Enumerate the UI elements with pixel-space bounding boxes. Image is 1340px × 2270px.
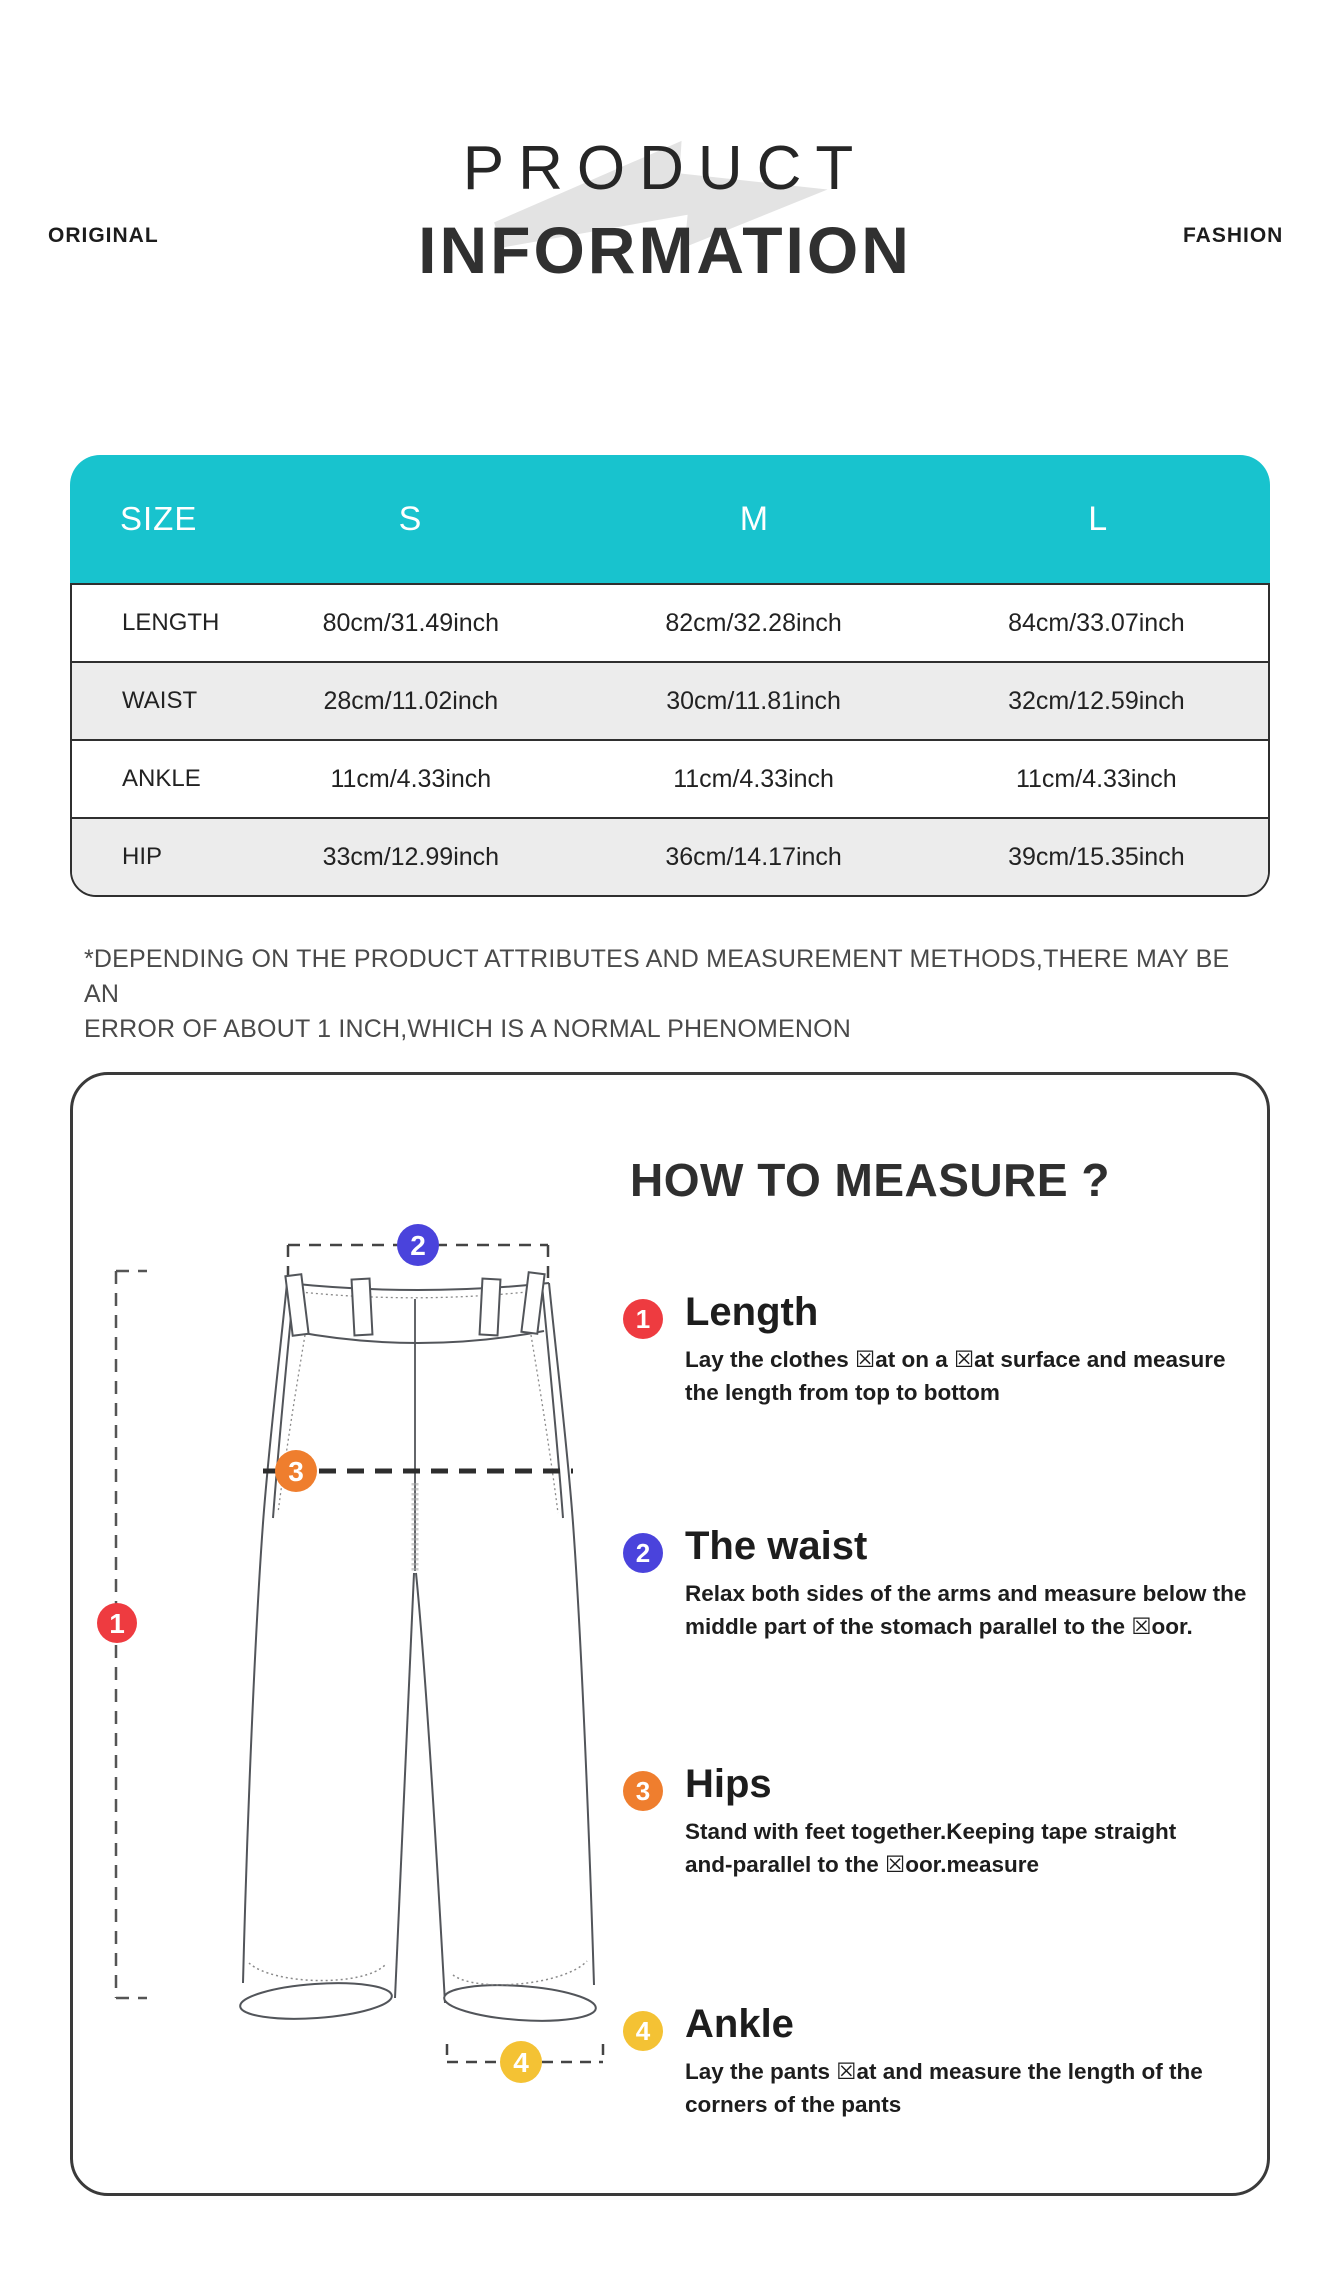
cell-value: 33cm/12.99inch: [322, 842, 500, 871]
diagram-badge-4-number: 4: [513, 2047, 529, 2078]
measure-item-body: [685, 1343, 1226, 1409]
diagram-badge-2-number: 2: [410, 1230, 426, 1261]
waistband-stitch: [291, 1290, 545, 1298]
row-label: LENGTH: [122, 609, 220, 636]
left-hem-stitch: [249, 1963, 385, 1981]
body-line-1: Lay the pants ☒at and measure the length of the: [685, 2059, 1203, 2084]
cell-value: 82cm/32.28inch: [665, 608, 842, 637]
row-label: HIP: [122, 843, 163, 870]
body-line-2: corners of the pants: [685, 2092, 902, 2117]
size-table-header-size: SIZE: [120, 500, 198, 537]
page-title-line2: INFORMATION: [418, 213, 912, 287]
badge-number: 3: [635, 1775, 651, 1806]
right-hem: [443, 1981, 597, 2026]
waistband-top: [287, 1283, 549, 1290]
size-table: [70, 455, 1270, 897]
left-hem: [239, 1979, 393, 2024]
right-pocket-stitch: [531, 1335, 558, 1513]
measure-item-waist: [623, 1523, 1246, 1643]
body-line-1: Relax both sides of the arms and measure below the: [685, 1581, 1247, 1606]
table-row-hip: [72, 817, 1268, 895]
measure-item-1-badge: [623, 1299, 663, 1339]
measure-item-length: [623, 1289, 1226, 1409]
page-title-line1: PRODUCT: [462, 134, 868, 203]
disclaimer-text: [84, 942, 1264, 1047]
measure-item-ankle: [623, 2001, 1203, 2121]
diagram-badge-3-number: 3: [288, 1456, 304, 1487]
cell-value: 84cm/33.07inch: [1008, 608, 1185, 637]
table-row-waist: [72, 661, 1268, 739]
body-line-2: the length from top to bottom: [685, 1380, 1000, 1405]
size-table-header-l: L: [1088, 499, 1108, 538]
cell-value: 11cm/4.33inch: [1015, 764, 1177, 793]
body-line-1: Stand with feet together.Keeping tape straight: [685, 1819, 1177, 1844]
cell-value: 30cm/11.81inch: [666, 686, 841, 715]
measure-item-heading: Hips: [685, 1762, 772, 1806]
table-row-length: [72, 585, 1268, 661]
cell-value: 36cm/14.17inch: [665, 842, 842, 871]
body-line-2: middle part of the stomach parallel to the ☒oor.: [685, 1614, 1193, 1639]
cell-value: 11cm/4.33inch: [330, 764, 492, 793]
table-row-ankle: [72, 739, 1268, 817]
disclaimer-line-1: *DEPENDING ON THE PRODUCT ATTRIBUTES AND MEASUREMENT METHODS,THERE MAY BE AN: [84, 945, 1230, 1008]
measure-item-hips: [623, 1761, 1176, 1881]
brand-original-label: ORIGINAL: [48, 224, 159, 247]
body-line-1: Lay the clothes ☒at on a ☒at surface and measure: [685, 1347, 1226, 1372]
measure-item-3-badge: [623, 1771, 663, 1811]
disclaimer-line-2: ERROR OF ABOUT 1 INCH,WHICH IS A NORMAL PHENOMENON: [84, 1015, 852, 1043]
brand-fashion-label: FASHION: [1183, 224, 1284, 247]
cell-value: 28cm/11.02inch: [323, 686, 499, 715]
size-table-header-m: M: [739, 499, 769, 538]
row-label: ANKLE: [122, 765, 201, 792]
measure-item-2-badge: [623, 1533, 663, 1573]
waistband-bottom: [292, 1331, 544, 1343]
measure-item-body: [685, 2055, 1203, 2121]
cell-value: 80cm/31.49inch: [322, 608, 500, 637]
size-table-body: [70, 583, 1270, 897]
right-hem-stitch: [453, 1961, 587, 1985]
diagram-badge-1-number: 1: [109, 1608, 125, 1639]
measure-item-4-badge: [623, 2011, 663, 2051]
size-table-header-row: [70, 455, 1270, 583]
cell-value: 32cm/12.59inch: [1008, 686, 1185, 715]
measure-item-body: [685, 1815, 1176, 1881]
measure-item-heading: Length: [685, 1290, 819, 1334]
how-to-measure-panel: [70, 1072, 1270, 2196]
badge-number: 1: [635, 1303, 651, 1334]
left-inseam: [395, 1573, 414, 1998]
cell-value: 39cm/15.35inch: [1008, 842, 1185, 871]
right-outer-seam: [549, 1283, 594, 1985]
size-table-header-s: S: [398, 499, 422, 538]
cell-value: 11cm/4.33inch: [673, 764, 834, 793]
badge-number: 4: [635, 2015, 651, 2046]
diagram-badges: [97, 1224, 542, 2083]
body-line-2: and-parallel to the ☒oor.measure: [685, 1852, 1040, 1877]
badge-number: 2: [635, 1537, 651, 1568]
pants-diagram: [73, 1183, 613, 2163]
how-to-measure-title: HOW TO MEASURE ?: [630, 1154, 1110, 1206]
right-inseam: [416, 1573, 445, 2003]
left-outer-seam: [243, 1283, 287, 1983]
measure-item-heading: Ankle: [685, 2002, 794, 2046]
row-label: WAIST: [122, 687, 198, 714]
measure-item-heading: The waist: [685, 1524, 868, 1568]
measure-item-body: [685, 1577, 1246, 1643]
